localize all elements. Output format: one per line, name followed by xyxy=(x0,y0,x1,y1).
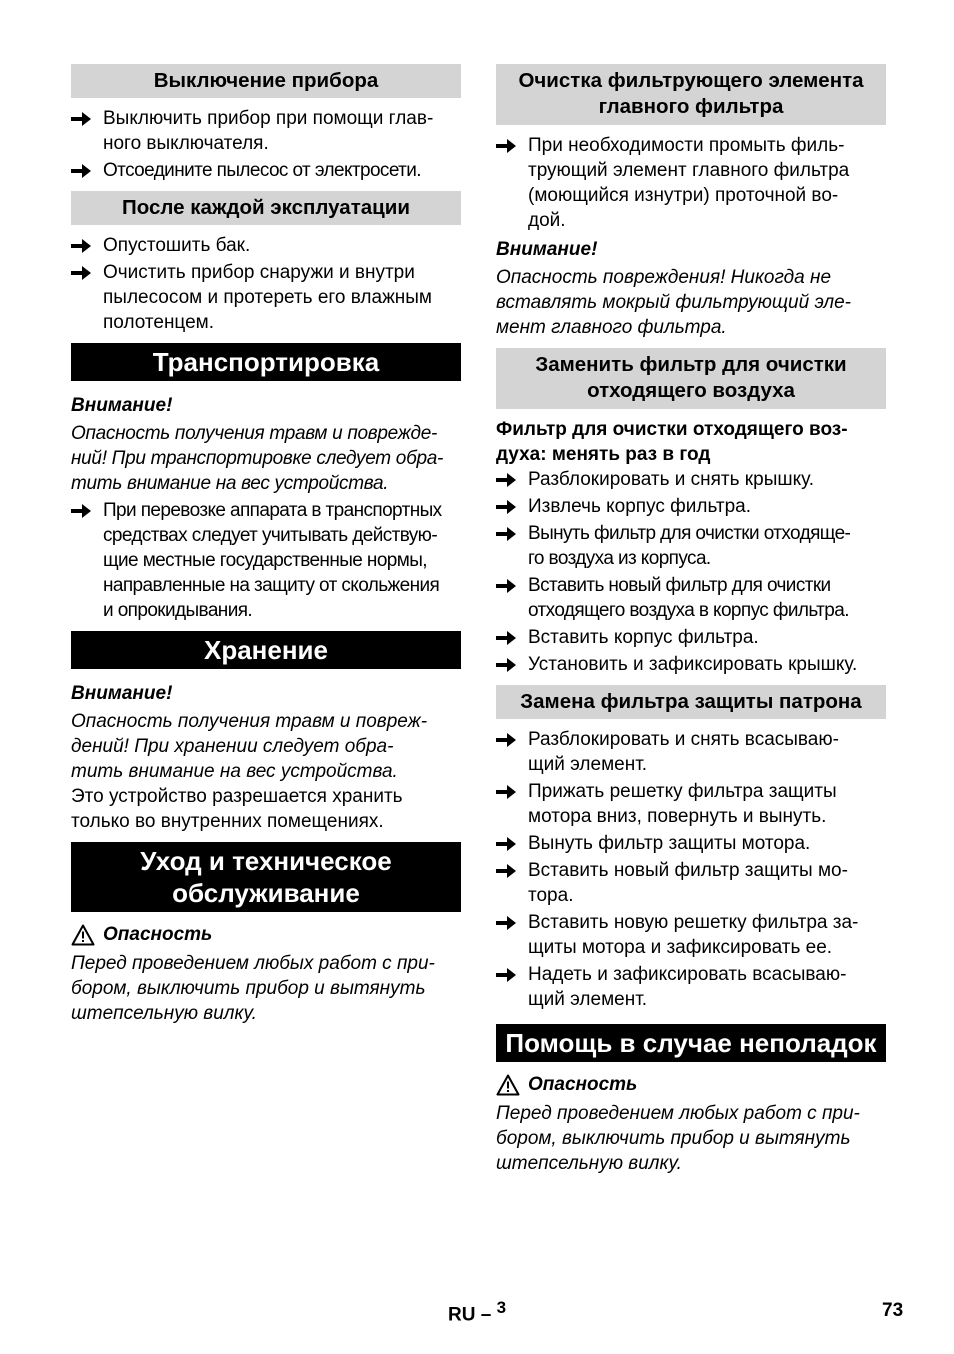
warning-triangle-icon xyxy=(496,1074,520,1096)
arrow-right-icon xyxy=(496,527,516,541)
arrow-right-icon xyxy=(496,473,516,487)
list-item xyxy=(496,494,886,519)
storage-text: Это устройство разрешается хранить только во внутренних помещениях. xyxy=(71,786,403,832)
arrow-right-icon xyxy=(496,785,516,799)
page-number: 73 xyxy=(882,1300,904,1321)
footer-language-page xyxy=(448,1298,506,1326)
heading-care: Уход и техническое обслуживание xyxy=(71,842,461,912)
care-danger xyxy=(71,922,461,947)
step-text: Извлечь корпус фильтра. xyxy=(528,496,751,517)
step-text: Опустошить бак. xyxy=(103,235,251,256)
care-warning: Перед проведением любых работ с при- бором, выключить прибор и вытянуть штепсельную вилку. xyxy=(71,953,435,1024)
after-use-steps xyxy=(71,233,461,335)
exhaust-note: Фильтр для очистки отходящего воз- духа: менять раз в год xyxy=(496,419,848,465)
heading-exhaust-filter: Заменить фильтр для очистки отходящего воздуха xyxy=(496,348,886,409)
list-item xyxy=(71,233,461,258)
step-text: Установить и зафиксировать крышку. xyxy=(528,654,858,675)
step-text: Отсоедините пылесос от электросети. xyxy=(103,160,421,181)
list-item xyxy=(496,573,886,623)
help-danger-label: Опасность xyxy=(528,1074,638,1095)
heading-transport: Транспортировка xyxy=(71,343,461,381)
step-text: Разблокировать и снять крышку. xyxy=(528,469,814,490)
heading-cartridge-filter: Замена фильтра защиты патрона xyxy=(496,685,886,719)
transport-steps xyxy=(71,498,461,623)
help-warning: Перед проведением любых работ с при- бором, выключить прибор и вытянуть штепсельную вилку. xyxy=(496,1103,860,1174)
switch-off-steps xyxy=(71,106,461,183)
list-item xyxy=(496,521,886,571)
exhaust-steps xyxy=(496,467,886,677)
arrow-right-icon xyxy=(496,658,516,672)
list-item xyxy=(496,467,886,492)
list-item xyxy=(496,133,886,233)
arrow-right-icon xyxy=(496,968,516,982)
step-text: При перевозке аппарата в транспортных средствах следует учитывать действую- щие местные государственные нормы, направленные на защиту от скольжения и опрокидывания. xyxy=(103,500,442,621)
arrow-right-icon xyxy=(496,864,516,878)
list-item xyxy=(496,831,886,856)
list-item xyxy=(71,498,461,623)
step-text: Очистить прибор снаружи и внутри пылесосом и протереть его влажным полотенцем. xyxy=(103,262,432,333)
footer-lang-page: 3 xyxy=(496,1298,507,1317)
warning-triangle-icon xyxy=(71,924,95,946)
storage-warning: Опасность получения травм и повреж- дений! При хранении следует обра- тить внимание на вес устройства. xyxy=(71,711,428,782)
transport-warning: Опасность получения травм и поврежде- ний! При транспортировке следует обра- тить внимание на вес устройства. xyxy=(71,423,444,494)
list-item xyxy=(71,158,461,183)
arrow-right-icon xyxy=(71,266,91,280)
arrow-right-icon xyxy=(71,164,91,178)
heading-filter-clean: Очистка фильтрующего элемента главного фильтра xyxy=(496,64,886,125)
arrow-right-icon xyxy=(496,733,516,747)
step-text: При необходимости промыть филь- трующий элемент главного фильтра (моющийся изнутри) проточной во- дой. xyxy=(528,135,850,231)
heading-troubleshooting: Помощь в случае неполадок xyxy=(496,1024,886,1062)
step-text: Прижать решетку фильтра защиты мотора вниз, повернуть и вынуть. xyxy=(528,781,837,827)
filter-attention: Внимание! xyxy=(496,239,598,260)
filter-warning: Опасность повреждения! Никогда не вставлять мокрый фильтрующий эле- мент главного фильтра. xyxy=(496,267,851,338)
step-text: Вынуть фильтр защиты мотора. xyxy=(528,833,811,854)
list-item xyxy=(496,910,886,960)
arrow-right-icon xyxy=(71,239,91,253)
arrow-right-icon xyxy=(496,579,516,593)
footer-lang-label: RU – xyxy=(448,1304,497,1326)
right-column xyxy=(496,64,886,1176)
list-item xyxy=(496,727,886,777)
step-text: Вставить корпус фильтра. xyxy=(528,627,759,648)
arrow-right-icon xyxy=(496,837,516,851)
left-column xyxy=(71,64,461,1026)
arrow-right-icon xyxy=(71,112,91,126)
list-item xyxy=(496,779,886,829)
step-text: Вставить новый фильтр для очистки отходящего воздуха в корпус фильтра. xyxy=(528,575,849,621)
filter-clean-steps xyxy=(496,133,886,233)
step-text: Разблокировать и снять всасываю- щий элемент. xyxy=(528,729,839,775)
step-text: Вставить новую решетку фильтра за- щиты мотора и зафиксировать ее. xyxy=(528,912,859,958)
step-text: Вынуть фильтр для очистки отходяще- го воздуха из корпуса. xyxy=(528,523,851,569)
arrow-right-icon xyxy=(496,916,516,930)
arrow-right-icon xyxy=(496,631,516,645)
list-item xyxy=(71,260,461,335)
cartridge-steps xyxy=(496,727,886,1012)
step-text: Вставить новый фильтр защиты мо- тора. xyxy=(528,860,848,906)
step-text: Надеть и зафиксировать всасываю- щий элемент. xyxy=(528,964,847,1010)
heading-switch-off: Выключение прибора xyxy=(71,64,461,98)
step-text: Выключить прибор при помощи глав- ного выключателя. xyxy=(103,108,434,154)
list-item xyxy=(496,858,886,908)
arrow-right-icon xyxy=(71,504,91,518)
heading-storage: Хранение xyxy=(71,631,461,669)
list-item xyxy=(71,106,461,156)
help-danger xyxy=(496,1072,886,1097)
heading-after-use: После каждой эксплуатации xyxy=(71,191,461,225)
arrow-right-icon xyxy=(496,139,516,153)
arrow-right-icon xyxy=(496,500,516,514)
care-danger-label: Опасность xyxy=(103,924,213,945)
transport-attention: Внимание! xyxy=(71,395,173,416)
list-item xyxy=(496,652,886,677)
list-item xyxy=(496,962,886,1012)
storage-attention: Внимание! xyxy=(71,683,173,704)
list-item xyxy=(496,625,886,650)
